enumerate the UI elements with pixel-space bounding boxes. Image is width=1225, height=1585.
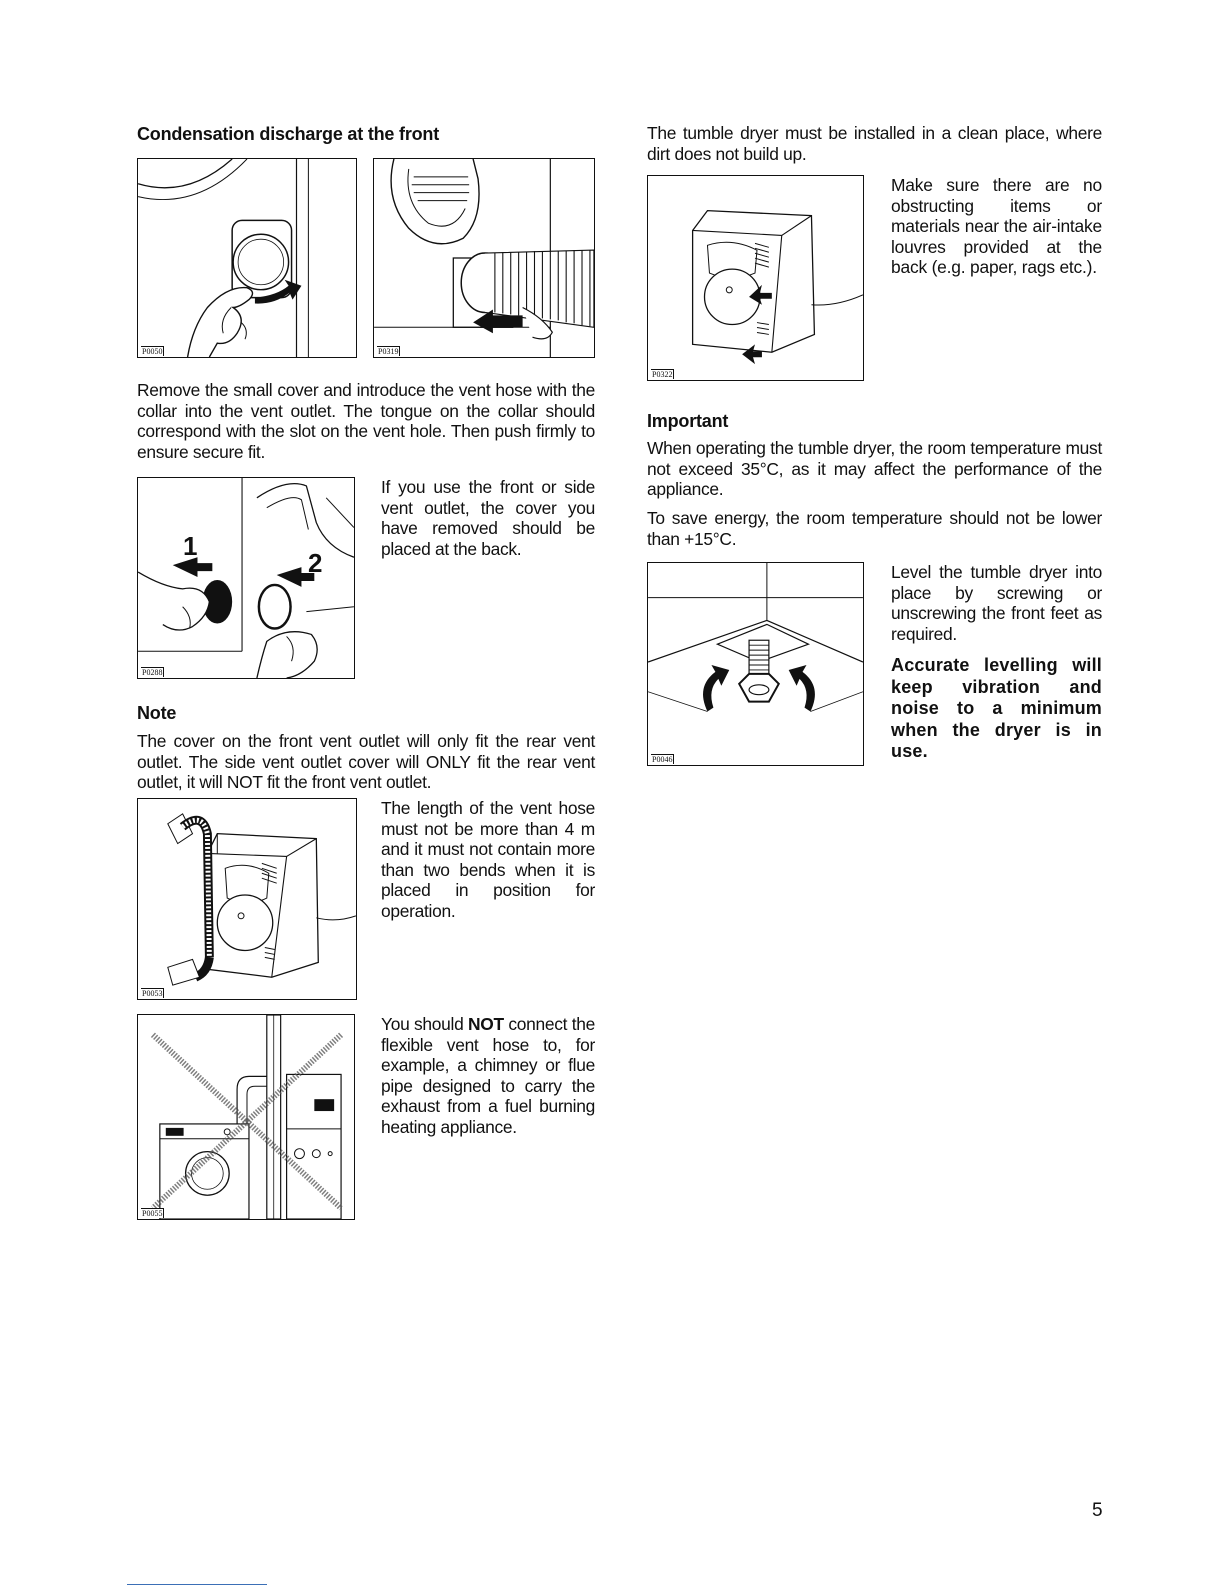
dryer-rear-air-intake-illustration — [648, 176, 863, 380]
figure-p0053-dryer-with-hose — [137, 798, 357, 1000]
paragraph-level-dryer: Level the tumble dryer into place by screwing or unscrewing the front feet as required. — [891, 562, 1102, 644]
paragraph-clean-place: The tumble dryer must be installed in a clean place, where dirt does not build up. — [647, 123, 1102, 164]
figure-code: P0046 — [652, 755, 673, 764]
paragraph-save-energy: To save energy, the room temperature should not be lower than +15°C. — [647, 508, 1102, 549]
figure-code: P0055 — [142, 1209, 163, 1218]
figure-p0288-remove-covers — [137, 477, 355, 679]
paragraph-do-not-connect-text-start: You should — [381, 1014, 468, 1034]
paragraph-obstructing-items: Make sure there are no obstructing items or materials near the air-intake louvres provided at the back (e.g. paper, rags etc.). — [891, 175, 1102, 278]
crossed-out-chimney-connection-illustration — [138, 1015, 354, 1219]
paragraph-room-temperature: When operating the tumble dryer, the room temperature must not exceed 35°C, as it may affect the performance of the appliance. — [647, 438, 1102, 500]
paragraph-accurate-levelling: Accurate levelling will keep vibration and noise to a minimum when the dryer is in use. — [891, 655, 1102, 761]
page-number: 5 — [1092, 1500, 1103, 1521]
adjustable-foot-illustration — [648, 563, 863, 765]
step-number-2: 2 — [308, 548, 323, 578]
paragraph-hose-length: The length of the vent hose must not be more than 4 m and it must not contain more than two bends when it is placed in position for operation. — [381, 798, 595, 921]
hand-removing-cover-illustration — [138, 159, 356, 357]
step-number-1: 1 — [183, 531, 198, 561]
heading-important: Important — [647, 411, 729, 431]
paragraph-note: The cover on the front vent outlet will only fit the rear vent outlet. The side vent outlet cover will ONLY fit the rear vent outlet, it will NOT fit the front vent outlet. — [137, 731, 595, 793]
figure-code: P0319 — [378, 347, 399, 356]
paragraph-do-not-connect-text-end: connect the flexible vent hose to, for example, a chimney or flue pipe designed to carry the exhaust from a fuel burning heating appliance. — [381, 1014, 595, 1137]
paragraph-do-not-connect-emphasis: NOT — [468, 1014, 504, 1034]
paragraph-front-side-outlet: If you use the front or side vent outlet, the cover you have removed should be placed at the back. — [381, 477, 595, 559]
figure-p0050-remove-cover — [137, 158, 357, 358]
figure-p0322-air-intake — [647, 175, 864, 381]
figure-code: P0288 — [142, 668, 163, 677]
two-outlet-covers-illustration — [138, 478, 354, 678]
figure-p0046-levelling-foot — [647, 562, 864, 766]
figure-code: P0053 — [142, 989, 163, 998]
dryer-with-vent-hose-illustration — [138, 799, 356, 999]
figure-p0055-do-not-connect-chimney — [137, 1014, 355, 1220]
heading-condensation-discharge: Condensation discharge at the front — [137, 124, 440, 144]
figure-code: P0322 — [652, 370, 673, 379]
vent-hose-insertion-illustration — [374, 159, 594, 357]
heading-note: Note — [137, 703, 177, 723]
paragraph-remove-cover: Remove the small cover and introduce the vent hose with the collar into the vent outlet. The tongue on the collar should correspond with the slot on the vent hole. Then push firmly to ensure secure fit. — [137, 380, 595, 462]
figure-p0319-insert-hose — [373, 158, 595, 358]
figure-code: P0050 — [142, 347, 163, 356]
paragraph-do-not-connect — [381, 1014, 595, 1138]
